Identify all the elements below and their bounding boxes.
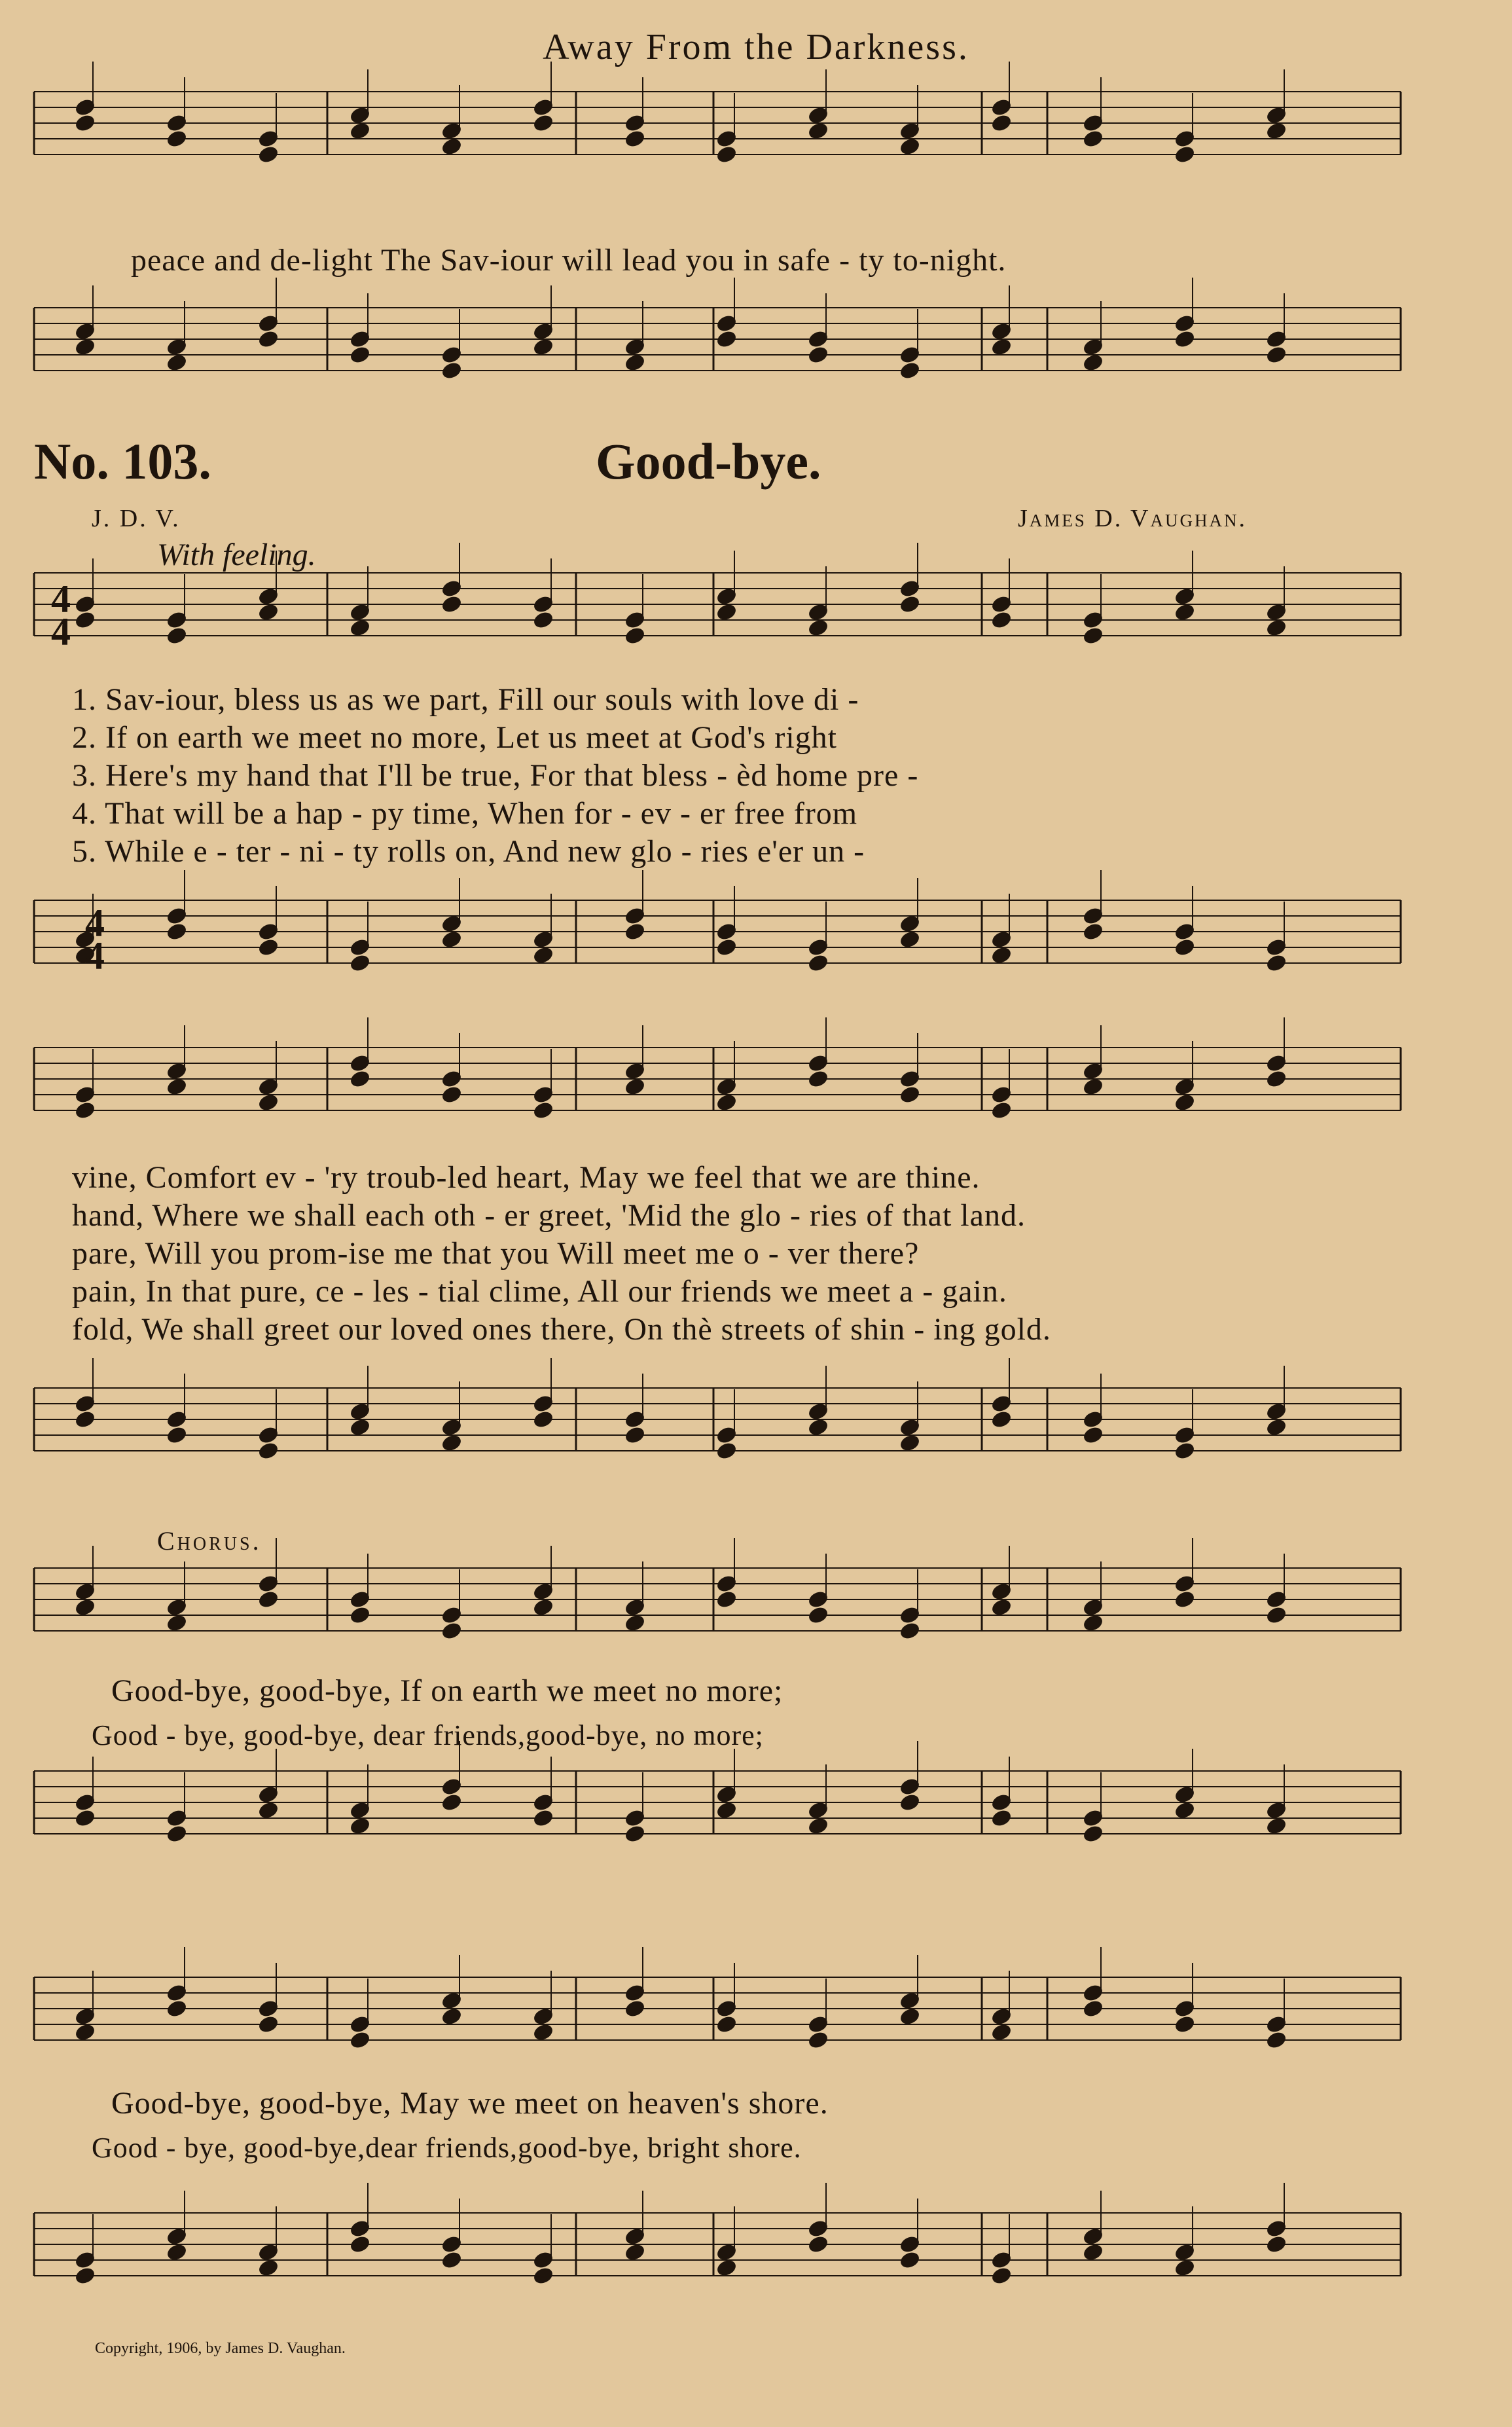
chorus-line-2: Good-bye, good-bye, May we meet on heaven's shore. <box>111 2086 829 2121</box>
staff-1 <box>34 62 1401 164</box>
staff-9 <box>34 1947 1401 2050</box>
verse-2-line-a: 2. If on earth we meet no more, Let us meet at God's right <box>72 720 837 755</box>
staff-6 <box>34 1358 1401 1461</box>
staff-10 <box>34 2183 1401 2286</box>
prev-song-title: Away From the Darkness. <box>543 27 969 67</box>
staff-2 <box>34 278 1401 380</box>
chorus-line-1-alto: Good - bye, good-bye, dear friends,good-bye, no more; <box>92 1719 764 1751</box>
verse-3-line-a: 3. Here's my hand that I'll be true, For that bless - èd home pre - <box>72 758 919 793</box>
lyricist-credit: J. D. V. <box>92 505 181 532</box>
chorus-line-2-alto: Good - bye, good-bye,dear friends,good-bye, bright shore. <box>92 2132 802 2164</box>
chorus-line-1: Good-bye, good-bye, If on earth we meet no more; <box>111 1673 783 1708</box>
verse-3-line-b: pare, Will you prom-ise me that you Will meet me o - ver there? <box>72 1236 920 1271</box>
verse-4-line-a: 4. That will be a hap - py time, When for - ev - er free from <box>72 796 858 831</box>
time-signature-bass: 4 4 <box>85 902 105 977</box>
verses-part2 <box>72 1159 1051 1349</box>
song-title: Good-bye. <box>596 433 821 490</box>
verse-1-line-b: vine, Comfort ev - 'ry troub-led heart, May we feel that we are thine. <box>72 1160 981 1195</box>
copyright-notice: Copyright, 1906, by James D. Vaughan. <box>95 2340 346 2357</box>
staff-5 <box>34 1017 1401 1120</box>
verses-part1 <box>72 681 918 871</box>
chorus-label: Chorus. <box>157 1526 262 1556</box>
staff-8 <box>34 1741 1401 1844</box>
staff-4 <box>34 870 1401 977</box>
verse-2-line-b: hand, Where we shall each oth - er greet, 'Mid the glo - ries of that land. <box>72 1198 1026 1233</box>
tempo-marking: With feeling. <box>157 538 316 572</box>
time-signature-treble: 4 4 <box>51 577 71 653</box>
song-number: No. 103. <box>34 433 211 490</box>
verse-1-line-a: 1. Sav-iour, bless us as we part, Fill our souls with love di - <box>72 682 859 717</box>
prev-song-lyric: peace and de-light The Sav-iour will lead you in safe - ty to-night. <box>131 243 1007 278</box>
verse-5-line-b: fold, We shall greet our loved ones there, On thè streets of shin - ing gold. <box>72 1312 1051 1347</box>
verse-5-line-a: 5. While e - ter - ni - ty rolls on, And new glo - ries e'er un - <box>72 834 865 869</box>
verse-4-line-b: pain, In that pure, ce - les - tial clime, All our friends we meet a - gain. <box>72 1274 1007 1309</box>
composer-credit: James D. Vaughan. <box>1018 505 1247 532</box>
